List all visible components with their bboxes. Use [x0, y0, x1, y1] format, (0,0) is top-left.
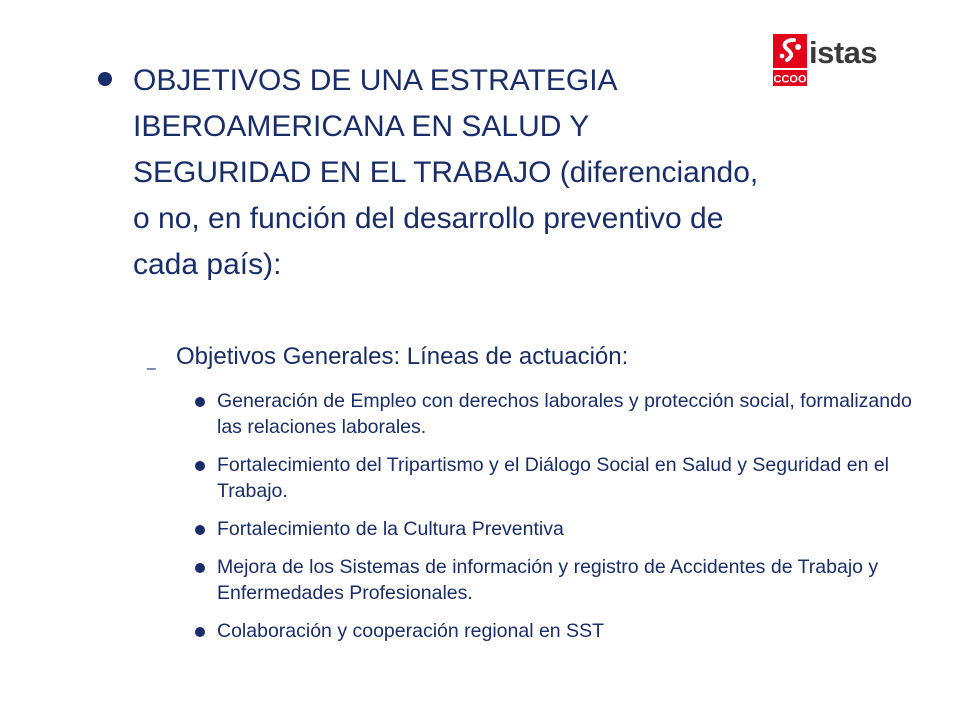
list-item — [195, 388, 917, 440]
list-item-text: Fortalecimiento del Tripartismo y el Diálogo Social en Salud y Seguridad en el Trabajo. — [217, 454, 890, 502]
main-bullet — [98, 72, 112, 86]
list-item — [195, 516, 917, 542]
list-item-text: Generación de Empleo con derechos laborales y protección social, formalizando las relaciones laborales. — [217, 390, 912, 438]
objectives-list — [195, 388, 917, 656]
bullet-dot — [195, 397, 205, 407]
slide-subheading: Objetivos Generales: Líneas de actuación: — [176, 343, 629, 370]
bullet-dot — [195, 563, 205, 573]
bullet-dot — [195, 627, 205, 637]
istas-wordmark: istas — [809, 35, 878, 70]
ccoo-badge-text: CCOO — [773, 73, 807, 86]
sub-dash: – — [147, 360, 156, 377]
list-item — [195, 452, 917, 504]
bullet-dot — [195, 525, 205, 535]
bullet-dot — [195, 461, 205, 471]
ccoo-logo-icon — [773, 34, 807, 86]
list-item — [195, 618, 917, 644]
istas-logo — [773, 34, 878, 86]
list-item — [195, 554, 917, 606]
list-item-text: Mejora de los Sistemas de información y registro de Accidentes de Trabajo y Enfermedades Profesionales. — [217, 556, 879, 604]
list-item-text: Colaboración y cooperación regional en SST — [217, 620, 604, 642]
slide-heading: OBJETIVOS DE UNA ESTRATEGIA IBEROAMERICANA EN SALUD Y SEGURIDAD EN EL TRABAJO (diferenciando, o no, en función del desarrollo preventivo de cada país): — [133, 64, 759, 281]
list-item-text: Fortalecimiento de la Cultura Preventiva — [217, 518, 564, 540]
